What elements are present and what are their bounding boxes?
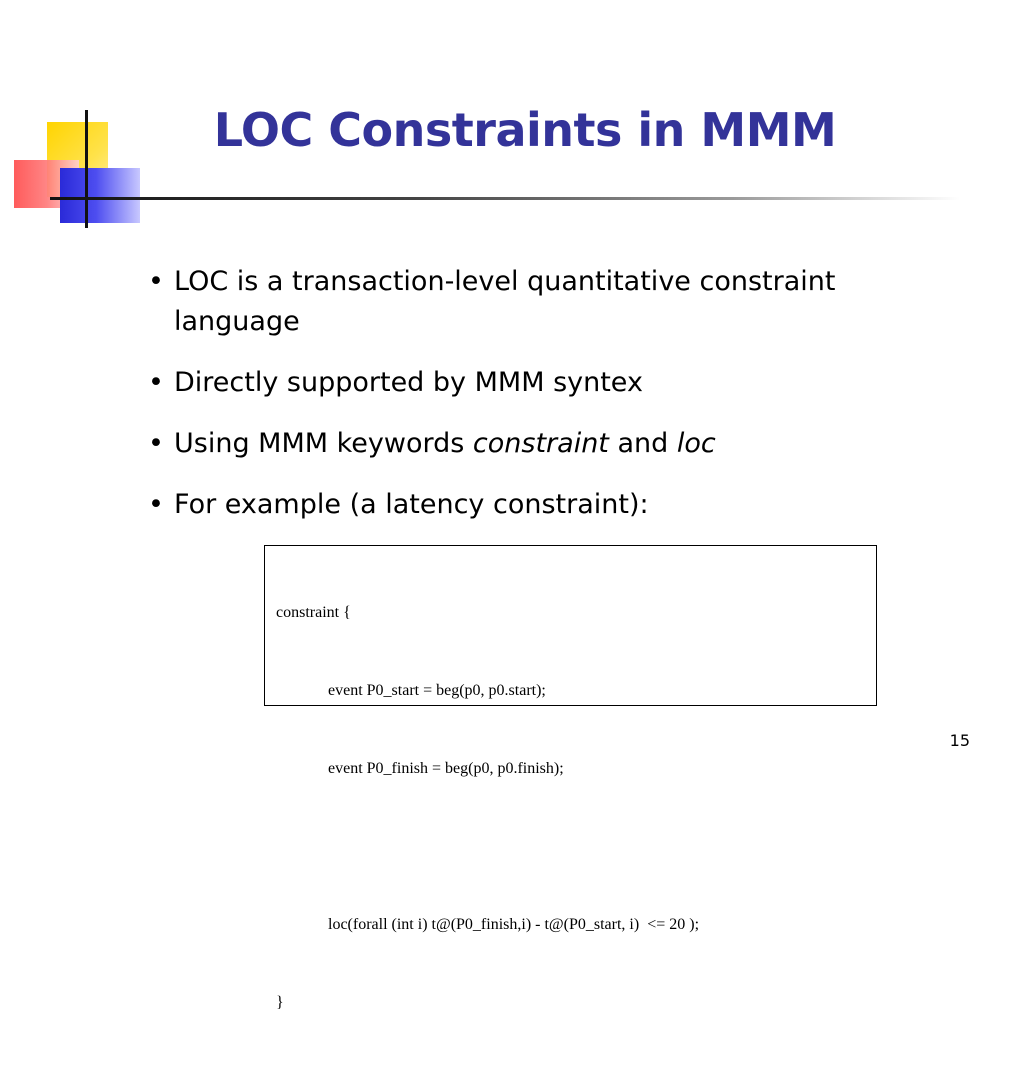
code-example-box — [264, 545, 877, 1011]
keyword-loc: loc — [676, 428, 716, 459]
bullet-item — [143, 262, 923, 342]
bullet-icon: • — [148, 266, 164, 297]
code-line: } — [276, 994, 284, 1011]
bullet-icon: • — [148, 489, 164, 520]
code-line: loc(forall (int i) t@(P0_finish,i) - t@(P0_start, i) <= 20 ); — [328, 916, 700, 933]
bullet-text-before: Using MMM keywords — [174, 428, 473, 459]
bullet-text: For example (a latency constraint): — [174, 489, 649, 520]
code-line: constraint { — [276, 604, 351, 621]
logo-blue-square — [60, 168, 140, 223]
bullet-text: LOC is a transaction-level quantitative constraint language — [174, 266, 836, 337]
slide-title: LOC Constraints in MMM — [213, 103, 837, 157]
bullet-icon: • — [148, 367, 164, 398]
title-underline-rule — [50, 197, 960, 200]
bullet-text-mid: and — [608, 428, 677, 459]
code-line: event P0_start = beg(p0, p0.start); — [328, 682, 546, 699]
bullet-list — [143, 262, 923, 546]
page-number: 15 — [949, 731, 970, 750]
bullet-item — [143, 363, 923, 403]
bullet-text: Directly supported by MMM syntex — [174, 367, 643, 398]
bullet-icon: • — [148, 428, 164, 459]
code-line — [276, 834, 876, 860]
keyword-constraint: constraint — [472, 428, 609, 459]
bullet-item — [143, 485, 923, 525]
code-line: event P0_finish = beg(p0, p0.finish); — [328, 760, 564, 777]
bullet-item — [143, 424, 923, 464]
bullet-text — [174, 428, 716, 459]
